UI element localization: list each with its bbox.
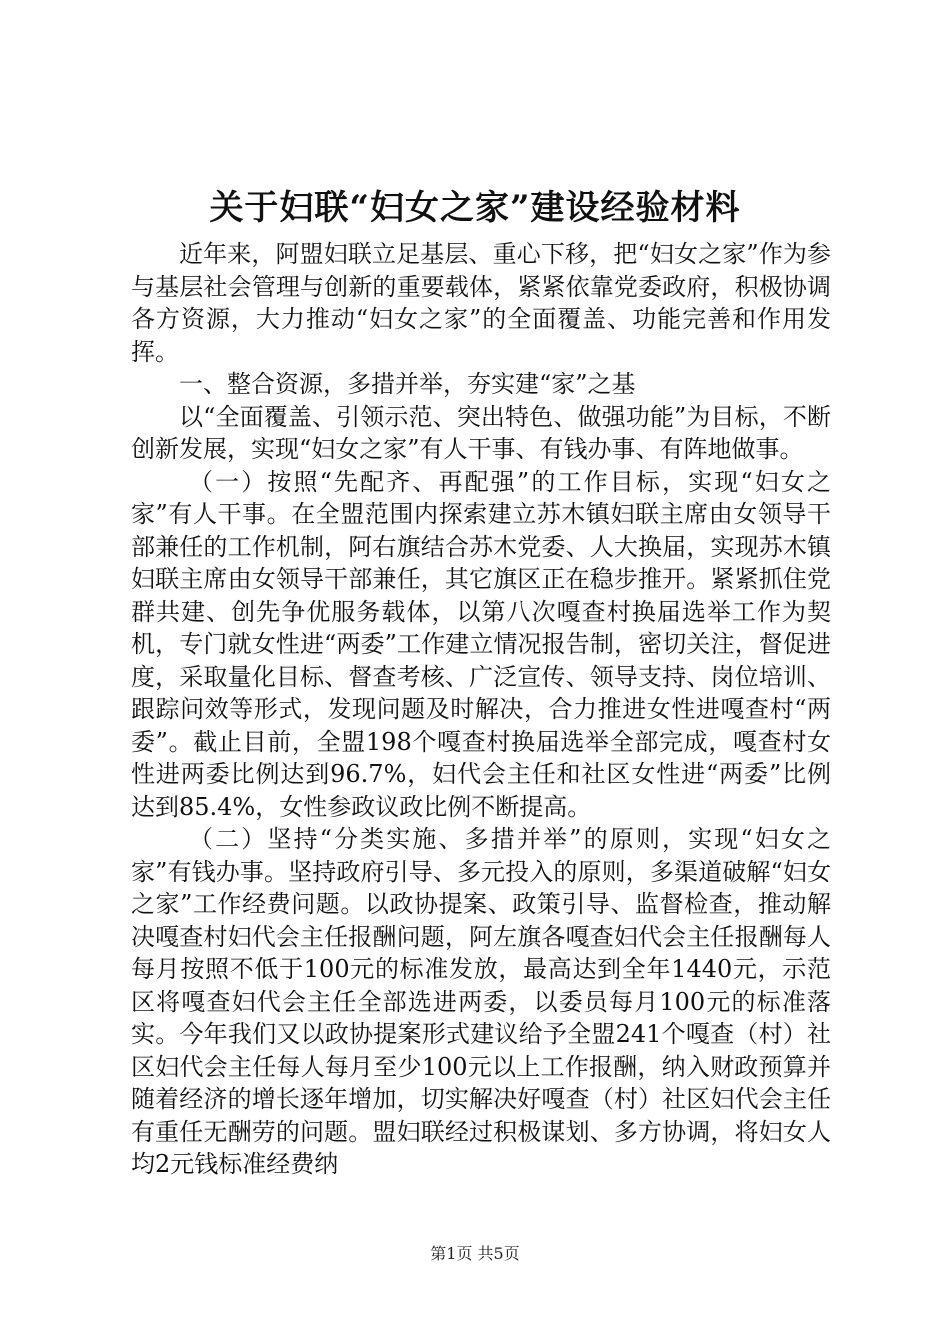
paragraph-subsection-1: （一）按照“先配齐、再配强”的工作目标，实现“妇女之家”有人干事。在全盟范围内探索建立苏木镇妇联主席由女领导干部兼任的工作机制，阿右旗结合苏木党委、人大换届，实现苏木镇妇联主席由女领导干部兼任，其它旗区正在稳步推开。紧紧抓住党群共建、创先争优服务载体，以第八次嘎查村换届选举工作为契机，专门就女性进“两委”工作建立情况报告制，密切关注，督促进度，采取量化目标、督查考核、广泛宣传、领导支持、岗位培训、跟踪问效等形式，发现问题及时解决，合力推进女性进嘎查村“两委”。截止目前，全盟198个嘎查村换届选举全部完成，嘎查村女性进两委比例达到96.7%，妇代会主任和社区女性进“两委”比例达到85.4%，女性参政议政比例不断提高。 xyxy=(131,467,831,821)
document-title: 关于妇联“妇女之家”建设经验材料 xyxy=(209,188,741,228)
paragraph-goal: 以“全面覆盖、引领示范、突出特色、做强功能”为目标，不断创新发展，实现“妇女之家”有人干事、有钱办事、有阵地做事。 xyxy=(131,402,831,463)
page-footer: 第1页 共5页 xyxy=(430,1244,520,1263)
document-body xyxy=(131,238,831,1181)
paragraph-intro: 近年来，阿盟妇联立足基层、重心下移，把“妇女之家”作为参与基层社会管理与创新的重要载体，紧紧依靠党委政府，积极协调各方资源，大力推动“妇女之家”的全面覆盖、功能完善和作用发挥。 xyxy=(131,240,831,366)
paragraph-subsection-2: （二）坚持“分类实施、多措并举”的原则，实现“妇女之家”有钱办事。坚持政府引导、多元投入的原则，多渠道破解“妇女之家”工作经费问题。以政协提案、政策引导、监督检查，推动解决嘎查村妇代会主任报酬问题，阿左旗各嘎查妇代会主任报酬每人每月按照不低于100元的标准发放，最高达到全年1440元，示范区将嘎查妇代会主任全部选进两委，以委员每月100元的标准落实。今年我们又以政协提案形式建议给予全盟241个嘎查（村）社区妇代会主任每人每月至少100元以上工作报酬，纳入财政预算并随着经济的增长逐年增加，切实解决好嘎查（村）社区妇代会主任有重任无酬劳的问题。盟妇联经过积极谋划、多方协调，将妇女人均2元钱标准经费纳 xyxy=(131,825,831,1178)
section-heading-1: 一、整合资源，多措并举，夯实建“家”之基 xyxy=(179,370,636,398)
